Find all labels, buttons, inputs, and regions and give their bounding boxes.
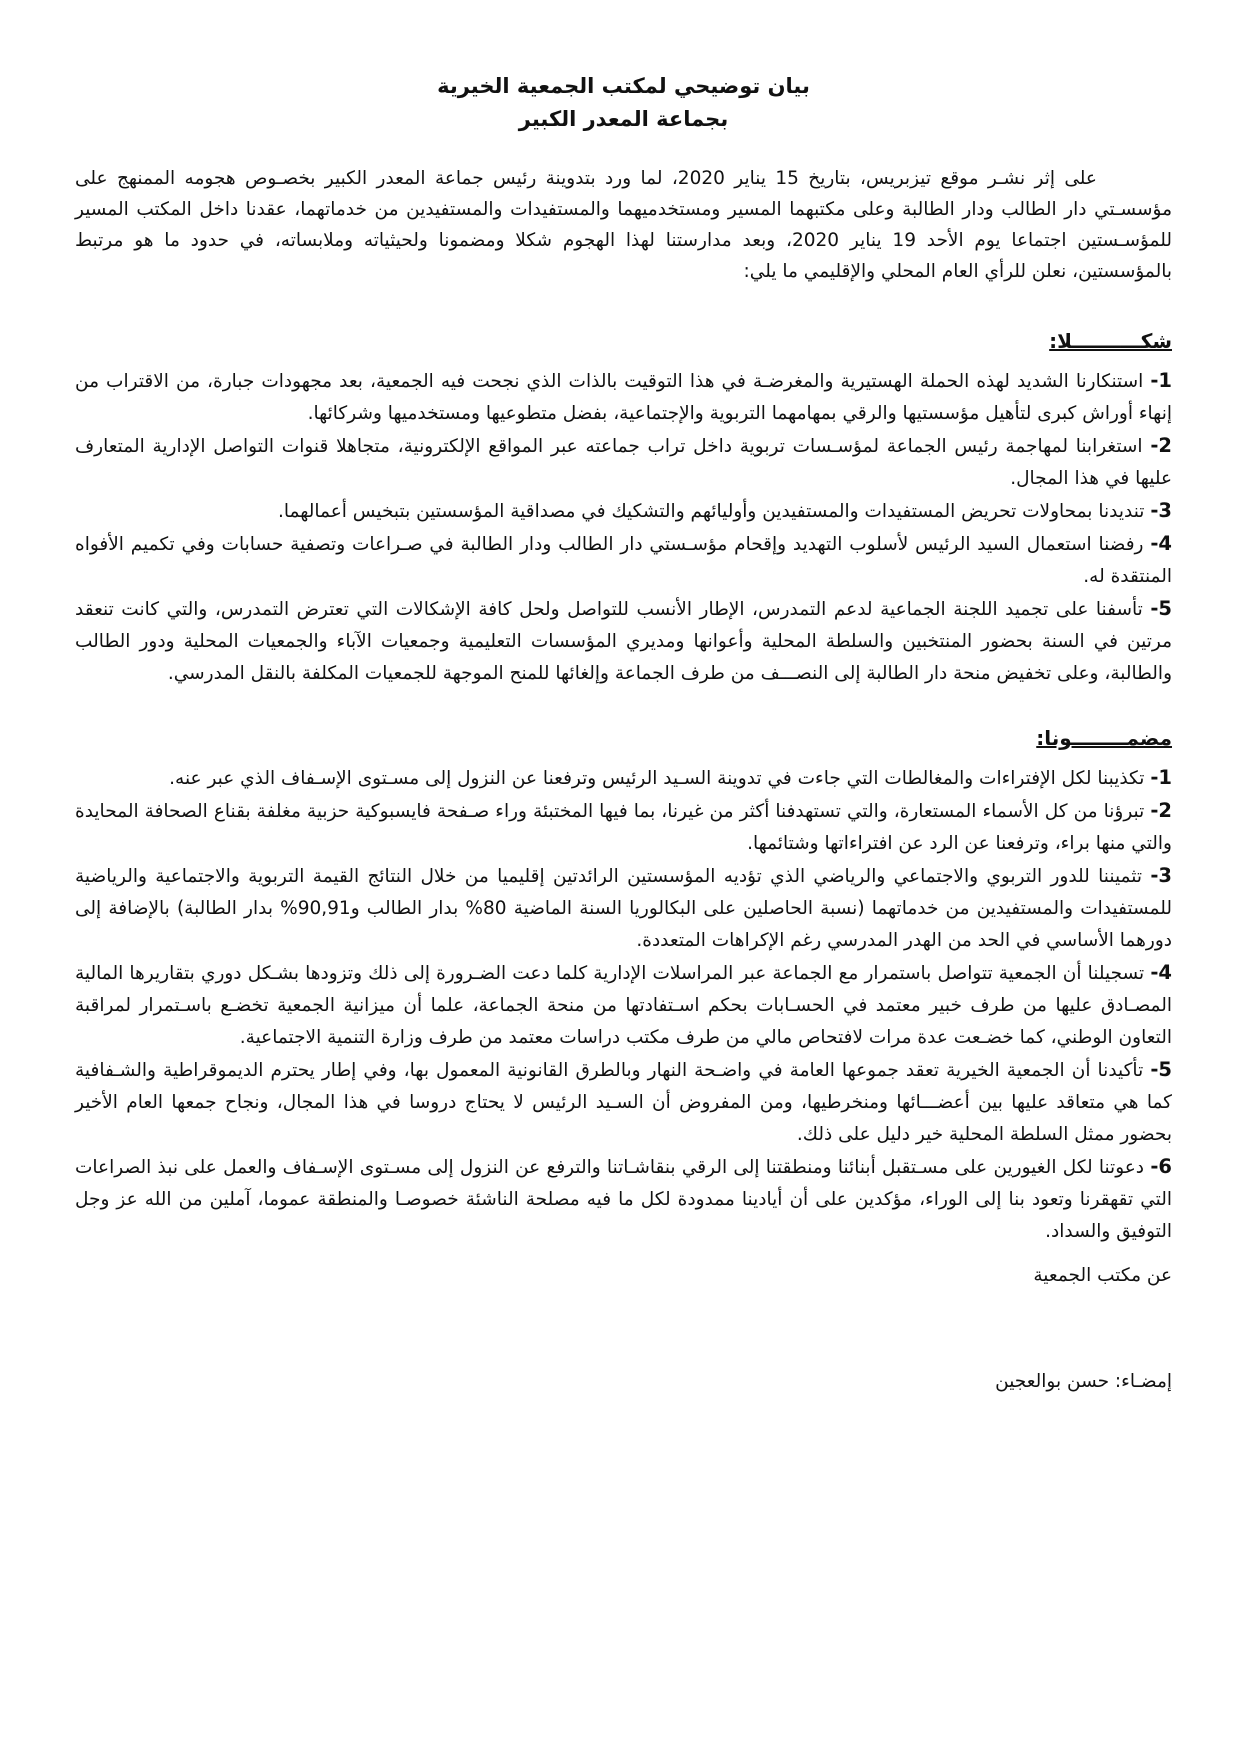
item-text: استغرابنا لمهاجمة رئيس الجماعة لمؤسـسات تربوية داخل تراب جماعته عبر المواقع الإلكترونية، متجاهلا قنوات التواصل الإدارية المتعارف عليها في هذا المجال. <box>75 436 1172 489</box>
item-text: تثميننا للدور التربوي والاجتماعي والرياضي الذي تؤديه المؤسستين الرائدتين إقليميا من خلال النتائج القيمة التربوية والاجتماعية والرياضية للمستفيدات والمستفيدين من خدماتهما (نسبة الحاصلين على البكالوريا السنة الماضية 80% بدار الطالب و90,91% بدار الطالبة) بالإضافة إلى دورهما الأساسي في الحد من الهدر المدرسي رغم الإكراهات المتعددة. <box>75 866 1172 951</box>
item-number: 4- <box>1150 961 1172 984</box>
item-text: تكذيبنا لكل الإفتراءات والمغالطات التي جاءت في تدوينة السـيد الرئيس وترفعنا عن النزول إلى مسـتوى الإسـفاف الذي عبر عنه. <box>169 768 1145 789</box>
item-text: تأكيدنا أن الجمعية الخيرية تعقد جموعها العامة في واضـحة النهار وبالطرق القانونية المعمول بها، وفي إطار يحترم الديموقراطية والشـفافية كما هي متعاقد عليها بين أعضـــائها ومنخرطيها، ومن المفروض أن السـيد الرئيس لا يحتاج دروسا في هذا المجال، ونجاح جمعها العام الأخير بحضور ممثل السلطة المحلية خير دليل على ذلك. <box>75 1060 1172 1145</box>
list-item <box>75 593 1172 690</box>
item-number: 1- <box>1150 766 1172 789</box>
item-text: استنكارنا الشديد لهذه الحملة الهستيرية والمغرضـة في هذا التوقيت بالذات الذي نجحت فيه الجمعية، بعد مجهودات جبارة، من الاقتراب من إنهاء أوراش كبرى لتأهيل مؤسستيها والرقي بمهامهما التربوية والإجتماعية، بفضل متطوعيها ومستخدميها وشركائها. <box>75 371 1172 424</box>
item-number: 2- <box>1150 799 1172 822</box>
list-item <box>75 1151 1172 1248</box>
item-number: 3- <box>1150 864 1172 887</box>
item-number: 4- <box>1150 532 1172 555</box>
list-item <box>75 1054 1172 1151</box>
intro-paragraph: على إثر نشـر موقع تيزبريس، بتاريخ 15 يناير 2020، لما ورد بتدوينة رئيس جماعة المعدر الكبير بخصـوص هجومه الممنهج على مؤسسـتي دار الطالب ودار الطالبة وعلى مكتبهما المسير ومستخدميهما والمستفيدات والمستفيدين من خدماتهما، عقدنا داخل المكتب المسير للمؤسـستين اجتماعا يوم الأحد 19 يناير 2020، وبعد مدارستنا لهذا الهجوم شكلا ومضمونا ولحيثياته وملابساته، في حدود ما هو مرتبط بالمؤسستين، نعلن للرأي العام المحلي والإقليمي ما يلي: <box>75 168 1172 282</box>
list-item <box>75 365 1172 430</box>
section-form-list <box>75 365 1172 690</box>
list-item <box>75 795 1172 860</box>
item-text: رفضنا استعمال السيد الرئيس لأسلوب التهديد وإقحام مؤسـستي دار الطالب ودار الطالبة في صـراعات وتصفية حسابات وفي تكميم الأفواه المنتقدة له. <box>75 534 1172 587</box>
list-item <box>75 495 1172 528</box>
item-text: تأسفنا على تجميد اللجنة الجماعية لدعم التمدرس، الإطار الأنسب للتواصل ولحل كافة الإشكالات التي تعترض التمدرس، والتي كانت تنعقد مرتين في السنة بحضور المنتخبين والسلطة المحلية وأعوانها ومديري المؤسسات التعليمية وجمعيات الآباء والجمعيات المحلية ودور الطالب والطالبة، وعلى تخفيض منحة دار الطالبة إلى النصـــف من طرف الجماعة وإلغائها للمنح الموجهة للجمعيات المكلفة بالنقل المدرسي. <box>75 599 1172 684</box>
list-item <box>75 430 1172 495</box>
item-number: 6- <box>1150 1155 1172 1178</box>
section-content-heading: مضمــــــــونا: <box>1036 726 1172 750</box>
section-content-list <box>75 762 1172 1248</box>
title-line-2: بجماعة المعدر الكبير <box>518 107 729 131</box>
title-line-1: بيان توضيحي لمكتب الجمعية الخيرية <box>437 74 810 98</box>
item-number: 2- <box>1150 434 1172 457</box>
document-title <box>75 70 1172 136</box>
list-item <box>75 860 1172 957</box>
item-text: تسجيلنا أن الجمعية تتواصل باستمرار مع الجماعة عبر المراسلات الإدارية كلما دعت الضـرورة إلى ذلك وتزودها بشـكل دوري بتقاريرها المالية المصـادق عليها من طرف خبير معتمد في الحسـابات بحكم اسـتفادتها من منحة الجماعة، علما أن ميزانية الجمعية تخضـع باسـتمرار لمراقبة التعاون الوطني، كما خضـعت عدة مرات لافتحاص مالي من طرف مكتب دراسات معتمد من طرف وزارة التنمية الاجتماعية. <box>75 963 1172 1048</box>
list-item <box>75 762 1172 795</box>
closing-line: عن مكتب الجمعية <box>1033 1265 1172 1286</box>
item-number: 1- <box>1150 369 1172 392</box>
item-text: تنديدنا بمحاولات تحريض المستفيدات والمستفيدين وأوليائهم والتشكيك في مصداقية المؤسستين بتبخيس أعمالهما. <box>278 501 1145 522</box>
item-number: 5- <box>1150 597 1172 620</box>
item-number: 5- <box>1150 1058 1172 1081</box>
section-form-heading: شكــــــــــلا: <box>1049 329 1172 353</box>
signature-line: إمضـاء: حسن بوالعجين <box>995 1371 1172 1392</box>
item-text: تبرؤنا من كل الأسماء المستعارة، والتي تستهدفنا أكثر من غيرنا، بما فيها المختبئة وراء صـفحة فايسبوكية حزبية مغلفة بقناع الصحافة المحايدة والتي منها براء، وترفعنا عن الرد عن افتراءاتها وشتائمها. <box>75 801 1172 854</box>
item-number: 3- <box>1150 499 1172 522</box>
list-item <box>75 528 1172 593</box>
item-text: دعوتنا لكل الغيورين على مسـتقبل أبنائنا ومنطقتنا إلى الرقي بنقاشـاتنا والترفع عن النزول إلى مسـتوى الإسـفاف والعمل على نبذ الصراعات التي تقهقرنا وتعود بنا إلى الوراء، مؤكدين على أن أيادينا ممدودة لكل ما فيه مصلحة الناشئة خصوصـا والمنطقة عموما، آملين من الله عز وجل التوفيق والسداد. <box>75 1157 1172 1242</box>
list-item <box>75 957 1172 1054</box>
